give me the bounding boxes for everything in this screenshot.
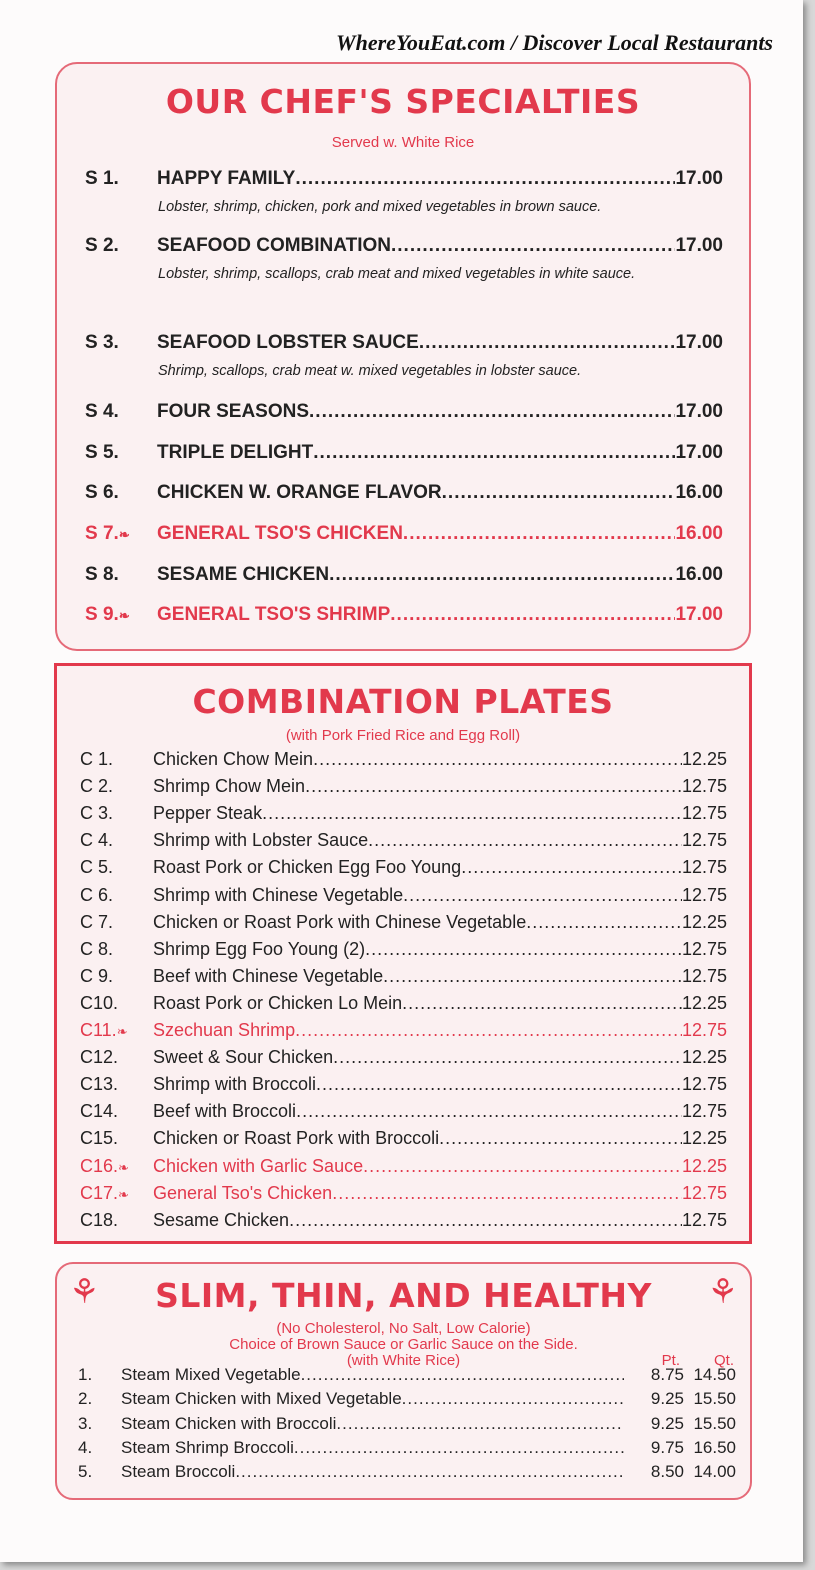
menu-item (80, 1128, 727, 1149)
menu-item (78, 1438, 736, 1458)
pint-price: 8.50 (650, 1462, 684, 1482)
item-number: S 8. (85, 564, 119, 585)
item-number: S 9.❧ (85, 604, 130, 625)
item-number: S 3. (85, 332, 119, 353)
hot-pepper-icon: ❧ (118, 527, 130, 542)
dot-leader (296, 1101, 682, 1122)
item-number: S 1. (85, 168, 119, 189)
dot-leader (403, 523, 676, 545)
section-subtitle: (No Cholesterol, No Salt, Low Calorie) (276, 1320, 531, 1337)
dot-leader (313, 749, 682, 770)
menu-item (80, 939, 727, 960)
menu-item (85, 482, 723, 504)
item-name: SEAFOOD COMBINATION (157, 235, 391, 256)
item-price: 16.00 (675, 482, 723, 503)
menu-item (80, 776, 727, 797)
dot-leader (526, 912, 682, 933)
item-number: 4. (78, 1437, 93, 1457)
item-price: 12.75 (681, 776, 727, 797)
item-name: Chicken Chow Mein (153, 749, 314, 769)
item-price: 12.75 (681, 857, 727, 878)
item-number: C 6. (80, 884, 114, 905)
quart-price: 15.50 (693, 1389, 736, 1409)
item-price: 12.75 (681, 1074, 727, 1095)
item-price: 12.25 (681, 1128, 727, 1149)
item-price: 17.00 (675, 442, 723, 463)
item-price: 17.00 (675, 604, 723, 625)
quart-price: 15.50 (693, 1413, 736, 1433)
menu-item (80, 966, 727, 987)
item-price: 16.00 (675, 564, 723, 585)
item-price: 17.00 (675, 235, 723, 256)
dot-leader (313, 442, 675, 464)
quart-price: 14.50 (693, 1365, 736, 1384)
item-name: SEAFOOD LOBSTER SAUCE (157, 332, 419, 353)
item-name: GENERAL TSO'S CHICKEN (157, 523, 403, 544)
dot-leader (294, 1438, 624, 1458)
dot-leader (329, 564, 675, 586)
item-name: Chicken or Roast Pork with Chinese Vegetable (153, 911, 527, 932)
menu-item (80, 1020, 727, 1041)
site-header: WhereYouEat.com / Discover Local Restaurants (336, 30, 773, 55)
dot-leader (403, 885, 682, 906)
menu-item (85, 442, 723, 464)
dot-leader (289, 1210, 682, 1231)
item-name: Pepper Steak (153, 803, 263, 824)
item-name: Shrimp with Lobster Sauce (153, 830, 369, 851)
item-number: 2. (78, 1389, 93, 1409)
menu-item (80, 803, 727, 824)
item-description: Lobster, shrimp, chicken, pork and mixed vegetables in brown sauce. (158, 199, 602, 215)
item-price: 12.75 (681, 938, 727, 959)
section-subtitle: (with White Rice) (346, 1352, 461, 1369)
section-title: SLIM, THIN, AND HEALTHY (155, 1276, 652, 1315)
item-description: Lobster, shrimp, scallops, crab meat and mixed vegetables in white sauce. (158, 266, 636, 282)
item-price: 12.75 (681, 1101, 727, 1122)
menu-item (80, 1101, 727, 1122)
section-subtitle: Choice of Brown Sauce or Garlic Sauce on the Side. (229, 1336, 578, 1353)
item-name: Roast Pork or Chicken Egg Foo Young (153, 857, 462, 878)
healthy-section (55, 1262, 752, 1500)
menu-item (80, 885, 727, 906)
combination-section (54, 663, 752, 1244)
item-name: Shrimp with Broccoli (153, 1074, 317, 1095)
item-name: Beef with Chinese Vegetable (153, 965, 384, 986)
item-number: S 4. (85, 401, 119, 422)
menu-item (80, 857, 727, 878)
item-number: C 2. (80, 776, 114, 797)
item-price: 12.25 (681, 992, 727, 1013)
item-name: FOUR SEASONS (157, 401, 310, 422)
menu-item (85, 332, 723, 354)
dot-leader (368, 830, 682, 851)
item-name: TRIPLE DELIGHT (157, 442, 314, 463)
menu-item (80, 1074, 727, 1095)
item-number: 5. (78, 1462, 93, 1482)
dot-leader (419, 332, 676, 354)
item-name: Steam Mixed Vegetable (121, 1365, 301, 1384)
pint-price: 9.25 (650, 1389, 684, 1409)
menu-item (78, 1462, 736, 1482)
item-number: C 4. (80, 830, 114, 851)
quart-price: 16.50 (693, 1437, 736, 1457)
item-name: HAPPY FAMILY (157, 168, 296, 189)
item-name: SESAME CHICKEN (157, 564, 330, 585)
menu-item (85, 523, 723, 545)
item-number: C13. (80, 1074, 119, 1095)
item-name: CHICKEN W. ORANGE FLAVOR (157, 482, 442, 503)
item-name: GENERAL TSO'S SHRIMP (157, 604, 391, 625)
item-number: C 9. (80, 965, 114, 986)
specialties-section (55, 62, 751, 651)
quart-header: Qt. (713, 1352, 734, 1369)
item-price: 12.25 (681, 749, 727, 769)
dot-leader (363, 1156, 682, 1177)
dot-leader (305, 776, 682, 797)
dot-leader (402, 993, 682, 1014)
item-number: C 5. (80, 857, 114, 878)
item-name: General Tso's Chicken (153, 1182, 333, 1203)
item-price: 12.75 (681, 830, 727, 851)
item-name: Shrimp with Chinese Vegetable (153, 884, 404, 905)
item-number: C 1. (80, 749, 114, 769)
item-name: Chicken or Roast Pork with Broccoli (153, 1128, 440, 1149)
item-name: Steam Broccoli (121, 1462, 236, 1482)
pint-price: 9.25 (650, 1413, 684, 1433)
item-number: C 3. (80, 803, 114, 824)
item-price: 17.00 (675, 401, 723, 422)
menu-item (78, 1414, 736, 1434)
dot-leader (336, 1414, 624, 1434)
menu-item (80, 1047, 727, 1068)
menu-item (80, 1183, 727, 1204)
item-price: 12.75 (681, 965, 727, 986)
item-name: Steam Chicken with Broccoli (121, 1413, 337, 1433)
hot-pepper-icon: ❧ (118, 1159, 129, 1175)
dot-leader (301, 1365, 624, 1385)
dot-leader (402, 1389, 624, 1409)
menu-item (80, 749, 727, 770)
item-number: C 7. (80, 911, 114, 932)
dot-leader (316, 1074, 682, 1095)
dot-leader (333, 1047, 682, 1068)
item-price: 17.00 (675, 168, 723, 189)
hot-pepper-icon: ❧ (118, 608, 130, 623)
item-number: C 8. (80, 938, 114, 959)
dot-leader (365, 939, 682, 960)
item-price: 12.75 (681, 803, 727, 824)
item-description: Shrimp, scallops, crab meat w. mixed vegetables in lobster sauce. (158, 363, 582, 379)
menu-item (85, 604, 723, 626)
dot-leader (461, 857, 682, 878)
item-number: C12. (80, 1047, 119, 1068)
dot-leader (439, 1128, 682, 1149)
item-name: Shrimp Egg Foo Young (2) (153, 938, 366, 959)
dot-leader (235, 1462, 624, 1482)
menu-item (78, 1389, 736, 1409)
item-number: 1. (78, 1365, 93, 1384)
item-number: C17.❧ (80, 1182, 129, 1203)
section-subtitle: (with Pork Fried Rice and Egg Roll) (285, 727, 521, 744)
item-number: C11.❧ (80, 1020, 128, 1040)
item-number: 3. (78, 1413, 93, 1433)
menu-item (80, 993, 727, 1014)
item-number: C14. (80, 1101, 119, 1122)
pint-price: 8.75 (650, 1365, 684, 1384)
dot-leader (295, 1020, 682, 1041)
dot-leader (309, 401, 675, 423)
menu-item (80, 912, 727, 933)
menu-item (85, 564, 723, 586)
item-price: 12.75 (681, 1182, 727, 1203)
section-subtitle: Served w. White Rice (331, 134, 475, 151)
dot-leader (442, 482, 676, 504)
item-number: C15. (80, 1128, 119, 1149)
section-title: OUR CHEF'S SPECIALTIES (165, 82, 641, 121)
item-number: S 2. (85, 235, 119, 256)
item-price: 16.00 (675, 523, 723, 544)
section-title: COMBINATION PLATES (192, 682, 614, 721)
item-price: 12.25 (681, 911, 727, 932)
item-name: Shrimp Chow Mein (153, 776, 306, 797)
exercise-figures-icon: ⚘ (707, 1273, 738, 1311)
menu-item (78, 1365, 736, 1385)
exercise-figures-icon: ⚘ (69, 1273, 100, 1311)
item-price: 12.75 (681, 884, 727, 905)
menu-item (80, 1210, 727, 1231)
item-name: Chicken with Garlic Sauce (153, 1155, 364, 1176)
menu-item (80, 830, 727, 851)
dot-leader (262, 803, 682, 824)
item-number: S 5. (85, 442, 119, 463)
dot-leader (390, 604, 675, 626)
item-price: 17.00 (675, 332, 723, 353)
item-number: C16.❧ (80, 1155, 129, 1176)
item-name: Szechuan Shrimp (153, 1020, 296, 1040)
item-name: Steam Shrimp Broccoli (121, 1437, 294, 1457)
item-name: Sweet & Sour Chicken (153, 1047, 334, 1068)
quart-price: 14.00 (693, 1462, 736, 1482)
item-name: Steam Chicken with Mixed Vegetable (121, 1389, 402, 1409)
menu-item (85, 235, 723, 257)
item-price: 12.75 (681, 1020, 727, 1040)
item-price: 12.75 (681, 1209, 727, 1230)
dot-leader (391, 235, 675, 257)
menu-item (80, 1156, 727, 1177)
item-price: 12.25 (681, 1155, 727, 1176)
menu-item (85, 168, 723, 190)
item-number: S 6. (85, 482, 119, 503)
menu-item (85, 401, 723, 423)
item-name: Sesame Chicken (153, 1209, 290, 1230)
item-number: C18. (80, 1209, 119, 1230)
dot-leader (332, 1183, 682, 1204)
item-name: Beef with Broccoli (153, 1101, 297, 1122)
item-name: Roast Pork or Chicken Lo Mein (153, 992, 403, 1013)
dot-leader (383, 966, 682, 987)
pint-price: 9.75 (650, 1437, 684, 1457)
dot-leader (295, 168, 675, 190)
pint-header: Pt. (661, 1352, 680, 1369)
item-number: S 7.❧ (85, 523, 130, 544)
hot-pepper-icon: ❧ (116, 1024, 128, 1039)
hot-pepper-icon: ❧ (118, 1186, 129, 1202)
item-number: C10. (80, 992, 119, 1013)
item-price: 12.25 (681, 1047, 727, 1068)
